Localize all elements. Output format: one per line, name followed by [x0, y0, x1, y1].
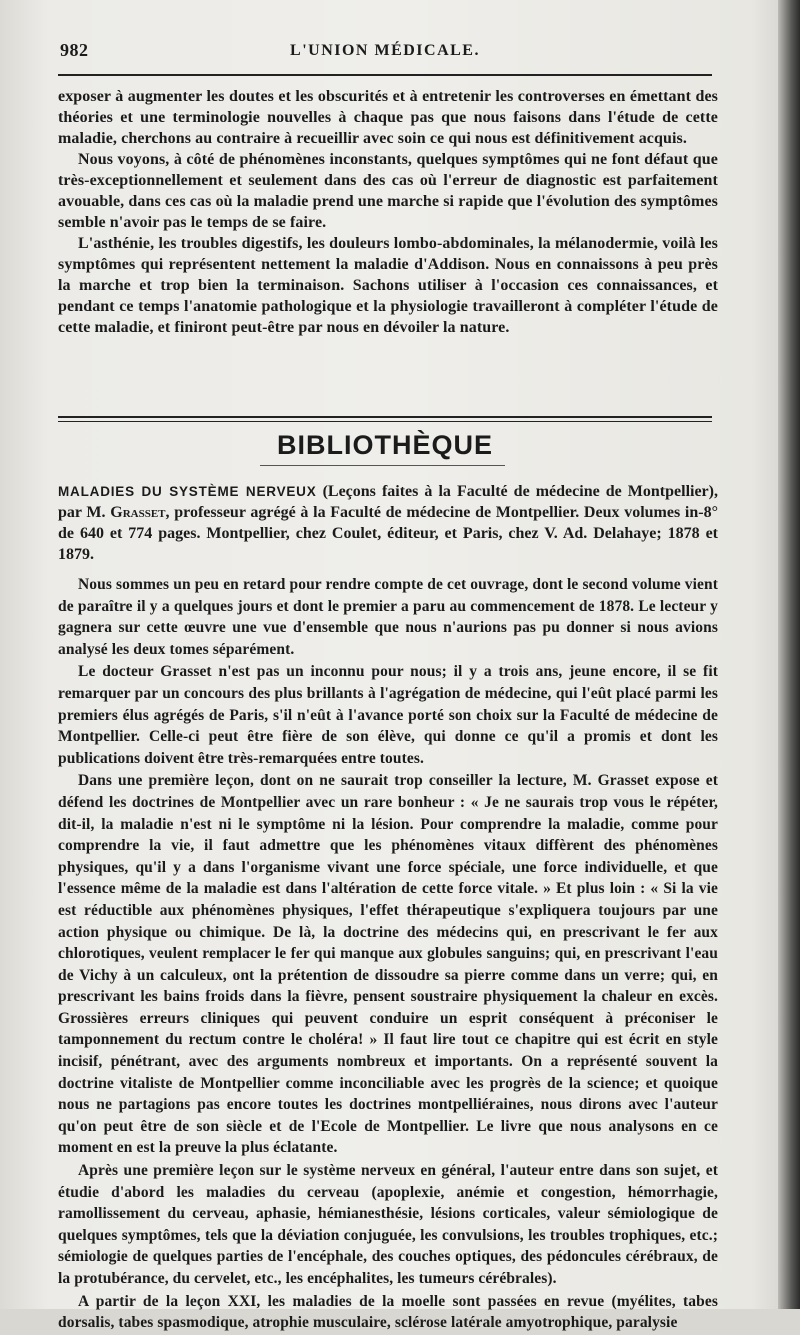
book-title: MALADIES DU SYSTÈME NERVEUX — [58, 484, 317, 499]
book-spine-shadow — [778, 0, 800, 1309]
book-author: Grasset — [110, 504, 166, 521]
review-paragraph-3: Dans une première leçon, dont on ne saurait trop conseiller la lecture, M. Grasset expose et défend les doctrines de Montpellier avec un rare bonheur : « Je ne saurais trop vous le répéter, dit-il, la maladie n'est ni le symptôme ni la lésion. Pour comprendre la maladie, comme pour comprendre la vie, il faut admettre que les phénomènes vitaux diffèrent des phénomènes physiques, qu'il y a dans l'organisme vivant une force spéciale, une force individuelle, et que l'essence même de la maladie est dans l'altération de cette force vitale. » Et plus loin : « Si la vie est réductible aux phénomènes physiques, l'effet thérapeutique s'expliquera toujours par une action physique ou chimique. De là, la doctrine des médecins qui, en prescrivant le fer aux chlorotiques, veulent remplacer le fer qui manque aux globules sanguins; qui, en prescrivant l'eau de Vichy à un calculeux, ont la prétention de dissoudre sa pierre comme dans un verre; qui, en prescrivant les bains froids dans la fièvre, pensent soustraire physiquement la chaleur en excès. Grossières erreurs cliniques qui peuvent conduire un esprit conséquent à préconiser le tamponnement du rectum contre le choléra! » Il faut lire tout ce chapitre qui est écrit en style incisif, pénétrant, avec des arguments nombreux et importants. On a représenté souvent la doctrine vitaliste de Montpellier comme inconciliable avec les progrès de la science; et quoique nous ne partagions pas encore toutes les doctrines montpelliéraines, nous dirons avec l'auteur qu'on peut être de son siècle et de l'Ecole de Montpellier. Le livre que nous analysons en ce moment en est la preuve la plus éclatante. — [58, 772, 718, 1157]
review-paragraph-5: A partir de la leçon XXI, les maladies de la moelle sont passées en revue (myélites, tabes dorsalis, tabes spasmodique, atrophie musculaire, sclérose latérale amyotrophique, paralysie — [58, 1292, 718, 1332]
review-paragraph-4: Après une première leçon sur le système nerveux en général, l'auteur entre dans son sujet, et étudie d'abord les maladies du cerveau (apoplexie, anémie et congestion, hémorrhagie, ramollissement du cerveau, aphasie, hémianesthésie, lésions corticales, valeur sémiologique de quelques symptômes, tels que la déviation conjuguée, les convulsions, les troubles trophiques, etc.; sémiologie de quelques parties de l'encéphale, des couches optiques, des pédoncules cérébraux, de la protubérance, du cervelet, etc., les encéphalites, les tumeurs cérébrales). — [58, 1162, 718, 1287]
page-number: 982 — [60, 40, 89, 60]
intro-text — [58, 86, 718, 338]
section-rule-thick — [58, 416, 712, 418]
intro-paragraph-3: L'asthénie, les troubles digestifs, les douleurs lombo-abdominales, la mélanodermie, voilà les symptômes qui représentent nettement la maladie d'Addison. Nous en connaissons à peu près la marche et trop bien la terminaison. Sachons utiliser à l'occasion ces connaissances, et pendant ce temps l'anatomie pathologique et la physiologie travailleront à compléter l'étude de cette maladie, et finiront peut-être par nous en dévoiler la nature. — [58, 235, 718, 336]
running-title: L'UNION MÉDICALE. — [290, 42, 480, 59]
book-description-start: (Leçons faites à la Faculté de médecine de Montpellier), par M. — [58, 483, 718, 521]
header-rule — [58, 74, 712, 76]
review-paragraph-1: Nous sommes un peu en retard pour rendre compte de cet ouvrage, dont le second volume vient de paraître il y a quelques jours et dont le premier a paru au commencement de 1878. Le lecteur y gagnera sur cette œuvre une vue d'ensemble que nous n'aurions pas pu donner si nous avions analysé les deux tomes séparément. — [58, 576, 718, 658]
review-paragraph-2: Le docteur Grasset n'est pas un inconnu pour nous; il y a trois ans, jeune encore, il se fit remarquer par un concours des plus brillants à l'agrégation de médecine, qui l'eût placé parmi les premiers élus agrégés de Paris, s'il n'eût à l'avance porté son choix sur la Faculté de médecine de Montpellier. Celle-ci peut être fière de son élève, qui donne ce qu'il a promis et dont les publications doivent être très-remarquées entre toutes. — [58, 663, 718, 767]
intro-paragraph-2: Nous voyons, à côté de phénomènes inconstants, quelques symptômes qui ne font défaut que très-exceptionnellement et seulement dans des cas où l'erreur de diagnostic est parfaitement avouable, dans ces cas où la maladie prend une marche si rapide que l'évolution des symptômes semble n'avoir pas le temps de se faire. — [58, 151, 718, 231]
title-underline — [260, 465, 505, 466]
book-description-end: , professeur agrégé à la Faculté de médecine de Montpellier. Deux volumes in-8° de 640 et 774 pages. Montpellier, chez Coulet, éditeur, et Paris, chez V. Ad. Delahaye; 1878 et 1879. — [58, 504, 718, 563]
review-text — [58, 574, 718, 1335]
section-title: BIBLIOTHÈQUE — [276, 430, 493, 460]
intro-paragraph-1: exposer à augmenter les doutes et les obscurités et à entretenir les controverses en émettant des théories et une terminologie nouvelles à chaque pas que nous faisons dans l'étude de cette maladie, cherchons au contraire à recueillir avec soin ce qui nous est définitivement acquis. — [58, 88, 718, 147]
page-header — [60, 38, 710, 68]
book-citation — [58, 481, 718, 565]
section-rule-thin — [58, 421, 712, 422]
